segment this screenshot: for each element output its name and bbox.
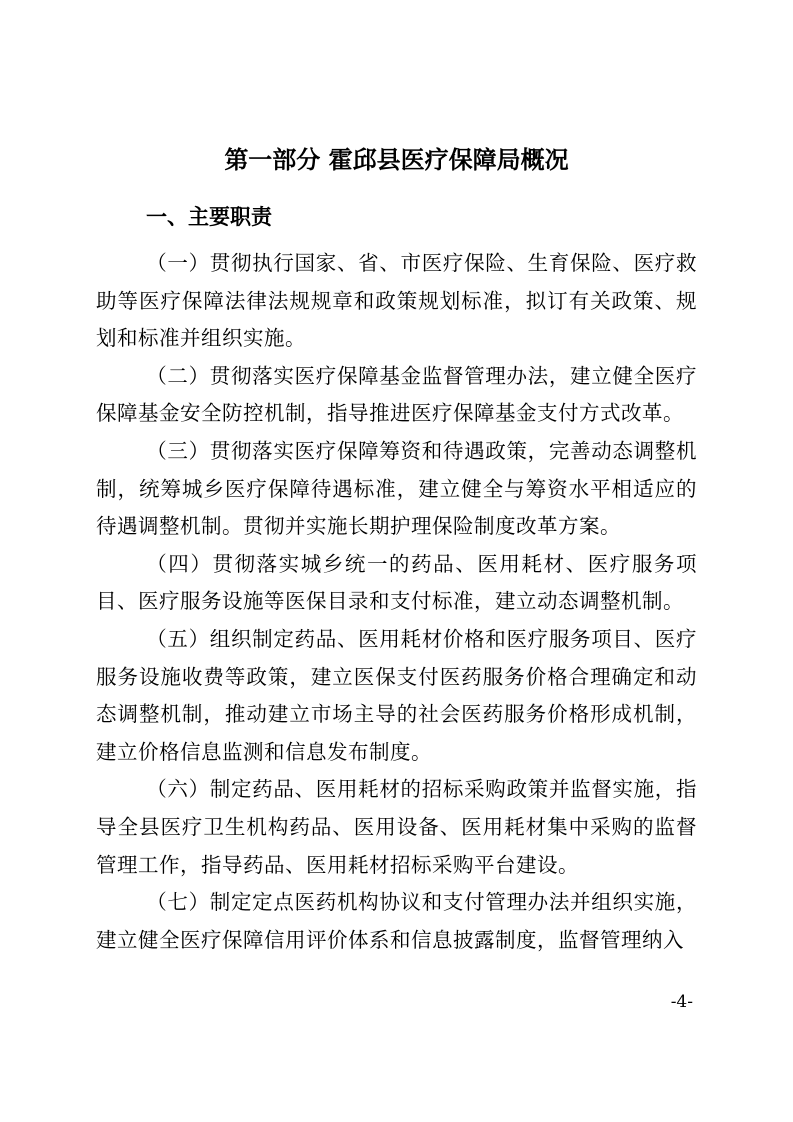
paragraph-7: （七）制定定点医药机构协议和支付管理办法并组织实施，建立健全医疗保障信用评价体系和信息披露制度，监督管理纳入 (96, 890, 697, 952)
paragraph-2: （二）贯彻落实医疗保障基金监督管理办法，建立健全医疗保障基金安全防控机制，指导推进医疗保障基金支付方式改革。 (96, 363, 697, 426)
paragraph-3: （三）贯彻落实医疗保障筹资和待遇政策，完善动态调整机制，统筹城乡医疗保障待遇标准，建立健全与筹资水平相适应的待遇调整机制。贯彻并实施长期护理保险制度改革方案。 (96, 438, 697, 539)
document-content (96, 0, 697, 959)
section-heading: 一、主要职责 (146, 205, 272, 229)
paragraph-1: （一）贯彻执行国家、省、市医疗保险、生育保险、医疗救助等医疗保障法律法规规章和政策规划标准，拟订有关政策、规划和标准并组织实施。 (96, 251, 697, 351)
paragraph-4: （四）贯彻落实城乡统一的药品、医用耗材、医疗服务项目、医疗服务设施等医保目录和支付标准，建立动态调整机制。 (96, 551, 697, 614)
paragraph-6: （六）制定药品、医用耗材的招标采购政策并监督实施，指导全县医疗卫生机构药品、医用设备、医用耗材集中采购的监督管理工作，指导药品、医用耗材招标采购平台建设。 (96, 777, 697, 877)
body-text (96, 245, 697, 959)
page-title: 第一部分 霍邱县医疗保障局概况 (224, 146, 569, 174)
paragraph-5: （五）组织制定药品、医用耗材价格和医疗服务项目、医疗服务设施收费等政策，建立医保支付医药服务价格合理确定和动态调整机制，推动建立市场主导的社会医药服务价格形成机制，建立价格信息监测和信息发布制度。 (96, 626, 697, 764)
page-number: -4- (670, 992, 693, 1012)
